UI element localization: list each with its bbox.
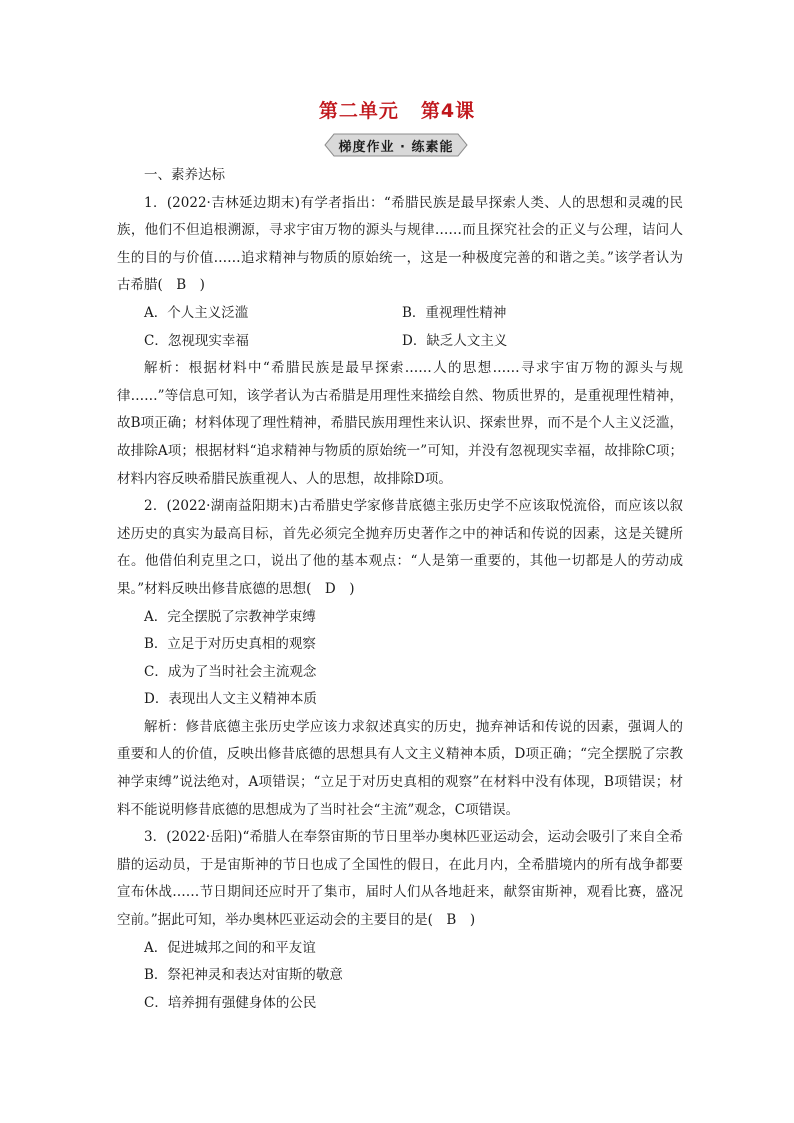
section-heading: 一、素养达标	[144, 167, 225, 183]
option: D．缺乏人文主义	[402, 332, 508, 349]
unit-title: 第二单元	[318, 100, 399, 122]
question-stem: 1．(2022·吉林延边期末)有学者指出：“希腊民族是最早探索人类、人的思想和灵魂的民族，他们不但追根溯源，寻求宇宙万物的源头与规律……而且探究社会的正义与公理，诘问人生的目的与价值……追求精神与物质的原始统一，这是一种极度完善的和谐之美。”该学者认为古希腊( B )	[117, 194, 683, 294]
option: A．促进城邦之间的和平友谊	[144, 939, 316, 956]
option: C．培养拥有强健身体的公民	[144, 994, 317, 1011]
section-banner	[324, 133, 468, 157]
question-stem: 3．(2022·岳阳)“希腊人在奉祭宙斯的节日里举办奥林匹亚运动会，运动会吸引了来自全希腊的运动员，于是宙斯神的节日也成了全国性的假日，在此月内，全希腊境内的所有战争都要宣布休战……节日期间还应时开了集市，届时人们从各地赶来，献祭宙斯神，观看比赛，盛况空前。”据此可知，举办奥林匹亚运动会的主要目的是( B )	[117, 829, 683, 929]
option: A．个人主义泛滥	[144, 304, 249, 321]
options-row	[117, 300, 683, 328]
analysis-text: 解析：修昔底德主张历史学应该力求叙述真实的历史，抛弃神话和传说的因素，强调人的重要和人的价值，反映出修昔底德的思想具有人文主义精神本质，D项正确；“完全摆脱了宗教神学束缚”说法绝对，A项错误；“立足于对历史真相的观察”在材料中没有体现，B项错误；材料不能说明修昔底德的思想成为了当时社会“主流”观念，C项错误。	[117, 718, 683, 818]
content-body	[117, 162, 683, 1017]
option: A．完全摆脱了宗教神学束缚	[144, 608, 316, 625]
option: B．重视理性精神	[402, 304, 507, 321]
option: B．祭祀神灵和表达对宙斯的敬意	[144, 967, 343, 984]
page-title	[0, 96, 794, 123]
option: C．成为了当时社会主流观念	[144, 663, 317, 680]
option: C．忽视现实幸福	[144, 332, 249, 349]
banner-label: 梯度作业 · 练素能	[338, 140, 454, 155]
options-row	[117, 328, 683, 356]
lesson-title: 第4课	[420, 100, 476, 122]
option: D．表现出人文主义精神本质	[144, 691, 317, 708]
analysis-text: 解析：根据材料中“希腊民族是最早探索……人的思想……寻求宇宙万物的源头与规律……”等信息可知，该学者认为古希腊是用理性来描绘自然、物质世界的，是重视理性精神，故B项正确；材料体现了理性精神，希腊民族用理性来认识、探索世界，而不是个人主义泛滥，故排除A项；根据材料“追求精神与物质的原始统一”可知，并没有忽视现实幸福，故排除C项；材料内容反映希腊民族重视人、人的思想，故排除D项。	[117, 360, 683, 487]
option: B．立足于对历史真相的观察	[144, 636, 316, 653]
question-stem: 2．(2022·湖南益阳期末)古希腊史学家修昔底德主张历史学不应该取悦流俗，而应该以叙述历史的真实为最高目标，首先必须完全抛弃历史著作之中的神话和传说的因素，这是关键所在。他借伯利克里之口，说出了他的基本观点：“人是第一重要的，其他一切都是人的劳动成果。”材料反映出修昔底德的思想( D )	[117, 498, 683, 597]
